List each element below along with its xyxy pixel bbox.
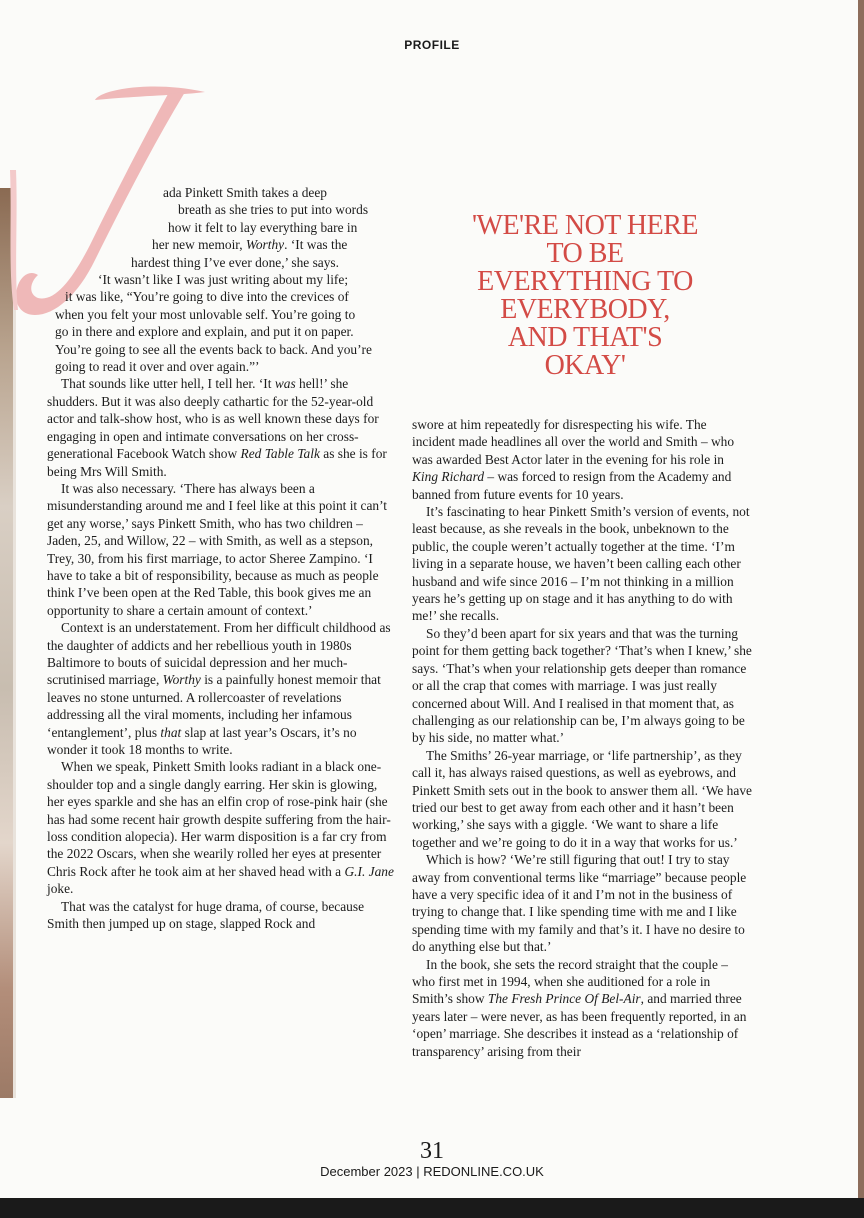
photo-edge-border	[13, 188, 16, 1098]
page-number: 31	[420, 1138, 444, 1164]
page-edge-right	[858, 0, 864, 1218]
pull-quote: 'WE'RE NOT HERE TO BE EVERYTHING TO EVERYBODY, AND THAT'S OKAY'	[471, 210, 699, 381]
issue-line: December 2023 | REDONLINE.CO.UK	[320, 1164, 544, 1179]
article-column-right: swore at him repeatedly for disrespecting his wife. The incident made headlines all over the world and Smith – who was awarded Best Actor later in the evening for his role in King Richard – was forced to resign from the Academy and banned from future events for 10 years. It’s fascinating to hear Pinkett Smith’s version of events, not least because, as she reveals in the book, unbeknown to the public, the couple weren’t actually together at the time. ‘I’m living in a separate house, we haven’t been calling each other husband and wife since 2016 – I’m not thinking in a million years he’s getting up on stage and it has anything to do with me!’ she recalls. So they’d been apart for six years and that was the turning point for them getting back together? ‘That’s when I knew,’ she says. ‘That’s when your relationship gets deeper than romance or all the crap that comes with marriage. I was just really concerned about Will. And I realised in that moment that, as challenging as our relationship can be, I’m always going to be by his side, no matter what.’ The Smiths’ 26-year marriage, or ‘life partnership’, as they call it, has always raised questions, as well as eyebrows, and Pinkett Smith sets out in the book to answer them all. ‘We have tried our best to get away from each other and it hasn’t been working,’ she says with a giggle. ‘We want to share a life together and we’re going to do it in a way that works for us.’ Which is how? ‘We’re still figuring that out! I try to stay away from conventional terms like “marriage” because people have a very specific idea of it and I’m not in the business of trying to change that. I like spending time with me and I like spending time with my family and that’s it. I have no desire to do anything else but that.’ In the book, she sets the record straight that the couple – who first met in 1994, when she auditioned for a role in Smith’s show The Fresh Prince Of Bel-Air, and married three years later – were never, as has been frequently reported, in an ‘open’ marriage. She describes it instead as a ‘relationship of transparency’ arising from their	[412, 417, 752, 1059]
page-edge-bottom	[0, 1198, 864, 1218]
section-label: PROFILE	[404, 38, 460, 52]
photo-edge-strip	[0, 188, 13, 1098]
article-column-left: ada Pinkett Smith takes a deep breath as she tries to put into words how it felt to lay everything bare in her new memoir, Worthy. ‘It was the hardest thing I’ve ever done,’ she says. ‘It wasn’t like I was just writing about my life; it was like, “You’re going to dive into the crevices of when you felt your most unlovable self. You’re going to go in there and explore and explain, and put it on paper. You’re going to see all the events back to back. And you’re going to read it over and over again.”’ That sounds like utter hell, I tell her. ‘It was hell!’ she shudders. But it was also deeply cathartic for the 52-year-old actor and talk-show host, who is as well known these days for engaging in open and intimate conversations on her cross-generational Facebook Watch show Red Table Talk as she is for being Mrs Will Smith. It was also necessary. ‘There has always been a misunderstanding around me and I feel like at this point it can’t get any worse,’ says Pinkett Smith, who has two children – Jaden, 25, and Willow, 22 – with Smith, as well as a stepson, Trey, 30, from his first marriage, to actor Sheree Zampino. ‘I have to take a bit of responsibility, because as much as people think I’ve been open at the Red Table, this book gives me an opportunity to share a certain amount of context.’ Context is an understatement. From her difficult childhood as the daughter of addicts and her rebellious youth in 1980s Baltimore to bouts of suicidal depression and her much-scrutinised marriage, Worthy is a painfully honest memoir that leaves no stone unturned. A rollercoaster of revelations addressing all the viral moments, including her infamous ‘entanglement’, plus that slap at last year’s Oscars, it’s no wonder it took 18 months to write. When we speak, Pinkett Smith looks radiant in a black one-shoulder top and a single dangly earring. Her skin is glowing, her eyes sparkle and she has an elfin crop of rose-pink hair (she has had some recent hair growth despite suffering from the hair-loss condition alopecia). Her warm disposition is a far cry from the 2022 Oscars, when she wearily rolled her eyes at presenter Chris Rock after he took aim at her shaved head with a G.I. Jane joke. That was the catalyst for huge drama, of course, because Smith then jumped up on stage, slapped Rock and	[47, 185, 394, 932]
folio	[0, 1138, 864, 1179]
